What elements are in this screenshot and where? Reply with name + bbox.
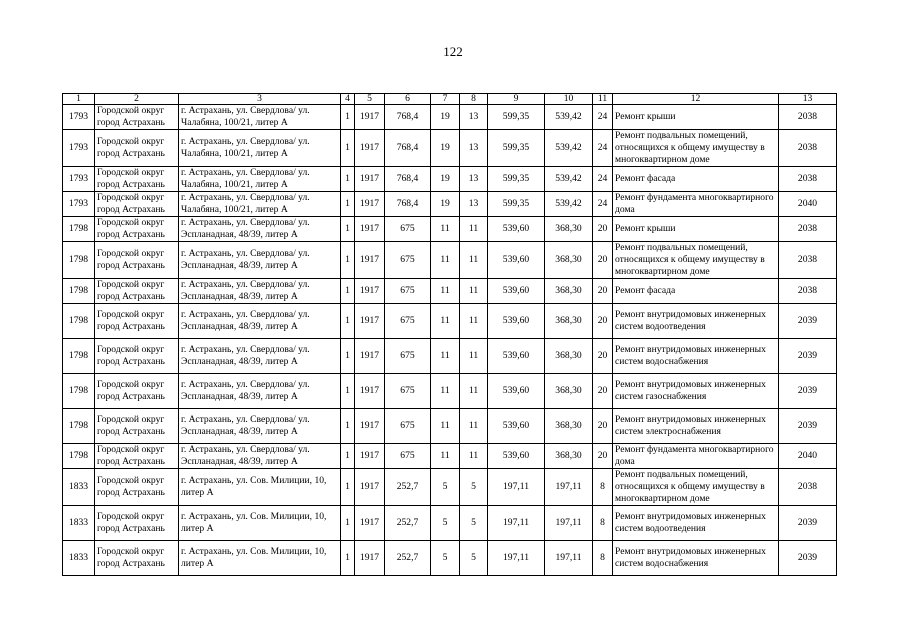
column-header-11: 11 (593, 94, 613, 105)
table-row (63, 468, 837, 505)
planned-year-cell: 2040 (779, 443, 837, 468)
work-type-cell: Ремонт внутридомовых инженерных систем водоотведения (613, 505, 779, 540)
table-body (63, 105, 837, 576)
living-area-cell: 197,11 (488, 468, 545, 505)
build-year-cell: 1917 (355, 130, 385, 167)
residents-cell: 20 (593, 303, 613, 338)
row-number-cell: 1798 (63, 373, 95, 408)
table-row (63, 443, 837, 468)
apartments-residential-cell: 11 (460, 443, 488, 468)
residential-area-cell: 197,11 (545, 505, 593, 540)
apartments-residential-cell: 5 (460, 505, 488, 540)
residential-area-cell: 368,30 (545, 443, 593, 468)
total-area-cell: 675 (385, 443, 431, 468)
planned-year-cell: 2038 (779, 105, 837, 130)
column-header-row (63, 94, 837, 105)
residents-cell: 20 (593, 278, 613, 303)
total-area-cell: 675 (385, 241, 431, 278)
apartments-total-cell: 11 (431, 338, 460, 373)
row-number-cell: 1833 (63, 540, 95, 575)
row-number-cell: 1798 (63, 303, 95, 338)
apartments-total-cell: 11 (431, 241, 460, 278)
row-number-cell: 1798 (63, 241, 95, 278)
residential-area-cell: 368,30 (545, 278, 593, 303)
address-cell: г. Астрахань, ул. Свердлова/ ул. Эспланадная, 48/39, литер А (179, 303, 341, 338)
table-row (63, 373, 837, 408)
column-header-1: 1 (63, 94, 95, 105)
address-cell: г. Астрахань, ул. Свердлова/ ул. Эспланадная, 48/39, литер А (179, 373, 341, 408)
municipality-cell: Городской округ город Астрахань (95, 373, 179, 408)
build-year-cell: 1917 (355, 408, 385, 443)
residential-area-cell: 368,30 (545, 338, 593, 373)
row-number-cell: 1793 (63, 105, 95, 130)
residential-area-cell: 368,30 (545, 241, 593, 278)
address-cell: г. Астрахань, ул. Свердлова/ ул. Чалабяна, 100/21, литер А (179, 105, 341, 130)
row-number-cell: 1793 (63, 130, 95, 167)
living-area-cell: 599,35 (488, 191, 545, 216)
building-count-cell: 1 (341, 373, 355, 408)
apartments-residential-cell: 13 (460, 130, 488, 167)
building-count-cell: 1 (341, 105, 355, 130)
work-type-cell: Ремонт крыши (613, 216, 779, 241)
apartments-residential-cell: 13 (460, 105, 488, 130)
table-row (63, 540, 837, 575)
residential-area-cell: 368,30 (545, 373, 593, 408)
column-header-8: 8 (460, 94, 488, 105)
planned-year-cell: 2039 (779, 505, 837, 540)
row-number-cell: 1798 (63, 216, 95, 241)
address-cell: г. Астрахань, ул. Сов. Милиции, 10, литер А (179, 468, 341, 505)
municipality-cell: Городской округ город Астрахань (95, 408, 179, 443)
apartments-total-cell: 11 (431, 303, 460, 338)
residents-cell: 20 (593, 216, 613, 241)
living-area-cell: 539,60 (488, 338, 545, 373)
residents-cell: 20 (593, 338, 613, 373)
residential-area-cell: 197,11 (545, 540, 593, 575)
row-number-cell: 1793 (63, 191, 95, 216)
building-count-cell: 1 (341, 278, 355, 303)
living-area-cell: 599,35 (488, 130, 545, 167)
column-header-6: 6 (385, 94, 431, 105)
build-year-cell: 1917 (355, 468, 385, 505)
address-cell: г. Астрахань, ул. Свердлова/ ул. Чалабяна, 100/21, литер А (179, 166, 341, 191)
work-type-cell: Ремонт внутридомовых инженерных систем электроснабжения (613, 408, 779, 443)
table-row (63, 505, 837, 540)
residential-area-cell: 539,42 (545, 105, 593, 130)
build-year-cell: 1917 (355, 373, 385, 408)
work-type-cell: Ремонт внутридомовых инженерных систем водоснабжения (613, 540, 779, 575)
row-number-cell: 1793 (63, 166, 95, 191)
work-type-cell: Ремонт фасада (613, 278, 779, 303)
column-header-5: 5 (355, 94, 385, 105)
living-area-cell: 539,60 (488, 443, 545, 468)
apartments-residential-cell: 11 (460, 408, 488, 443)
residents-cell: 8 (593, 505, 613, 540)
building-count-cell: 1 (341, 443, 355, 468)
apartments-residential-cell: 11 (460, 303, 488, 338)
row-number-cell: 1798 (63, 278, 95, 303)
total-area-cell: 252,7 (385, 540, 431, 575)
residents-cell: 20 (593, 241, 613, 278)
planned-year-cell: 2039 (779, 373, 837, 408)
table-row (63, 408, 837, 443)
living-area-cell: 539,60 (488, 303, 545, 338)
municipality-cell: Городской округ город Астрахань (95, 278, 179, 303)
building-count-cell: 1 (341, 408, 355, 443)
build-year-cell: 1917 (355, 191, 385, 216)
work-type-cell: Ремонт внутридомовых инженерных систем водоотведения (613, 303, 779, 338)
planned-year-cell: 2038 (779, 216, 837, 241)
total-area-cell: 675 (385, 338, 431, 373)
work-type-cell: Ремонт фундамента многоквартирного дома (613, 443, 779, 468)
planned-year-cell: 2038 (779, 468, 837, 505)
build-year-cell: 1917 (355, 540, 385, 575)
address-cell: г. Астрахань, ул. Свердлова/ ул. Эспланадная, 48/39, литер А (179, 408, 341, 443)
total-area-cell: 768,4 (385, 166, 431, 191)
build-year-cell: 1917 (355, 505, 385, 540)
residential-area-cell: 539,42 (545, 191, 593, 216)
municipality-cell: Городской округ город Астрахань (95, 505, 179, 540)
build-year-cell: 1917 (355, 166, 385, 191)
planned-year-cell: 2039 (779, 408, 837, 443)
municipality-cell: Городской округ город Астрахань (95, 443, 179, 468)
total-area-cell: 768,4 (385, 130, 431, 167)
apartments-total-cell: 5 (431, 468, 460, 505)
column-header-4: 4 (341, 94, 355, 105)
municipality-cell: Городской округ город Астрахань (95, 303, 179, 338)
table-row (63, 166, 837, 191)
table-row (63, 278, 837, 303)
residents-cell: 8 (593, 468, 613, 505)
table-row (63, 303, 837, 338)
planned-year-cell: 2039 (779, 303, 837, 338)
residents-cell: 24 (593, 191, 613, 216)
residential-area-cell: 368,30 (545, 216, 593, 241)
address-cell: г. Астрахань, ул. Сов. Милиции, 10, литер А (179, 505, 341, 540)
municipality-cell: Городской округ город Астрахань (95, 191, 179, 216)
living-area-cell: 197,11 (488, 540, 545, 575)
total-area-cell: 675 (385, 216, 431, 241)
residential-area-cell: 368,30 (545, 408, 593, 443)
build-year-cell: 1917 (355, 278, 385, 303)
work-type-cell: Ремонт подвальных помещений, относящихся к общему имуществу в многоквартирном доме (613, 130, 779, 167)
living-area-cell: 539,60 (488, 408, 545, 443)
column-header-13: 13 (779, 94, 837, 105)
work-type-cell: Ремонт фасада (613, 166, 779, 191)
living-area-cell: 539,60 (488, 241, 545, 278)
address-cell: г. Астрахань, ул. Свердлова/ ул. Эспланадная, 48/39, литер А (179, 278, 341, 303)
apartments-total-cell: 5 (431, 540, 460, 575)
apartments-total-cell: 11 (431, 278, 460, 303)
apartments-residential-cell: 11 (460, 373, 488, 408)
apartments-residential-cell: 11 (460, 241, 488, 278)
address-cell: г. Астрахань, ул. Свердлова/ ул. Эспланадная, 48/39, литер А (179, 443, 341, 468)
building-count-cell: 1 (341, 540, 355, 575)
residents-cell: 8 (593, 540, 613, 575)
residents-cell: 24 (593, 166, 613, 191)
build-year-cell: 1917 (355, 443, 385, 468)
apartments-residential-cell: 5 (460, 540, 488, 575)
planned-year-cell: 2040 (779, 191, 837, 216)
column-header-10: 10 (545, 94, 593, 105)
residential-area-cell: 539,42 (545, 130, 593, 167)
living-area-cell: 599,35 (488, 166, 545, 191)
municipality-cell: Городской округ город Астрахань (95, 216, 179, 241)
build-year-cell: 1917 (355, 241, 385, 278)
municipality-cell: Городской округ город Астрахань (95, 540, 179, 575)
address-cell: г. Астрахань, ул. Свердлова/ ул. Эспланадная, 48/39, литер А (179, 241, 341, 278)
building-count-cell: 1 (341, 130, 355, 167)
building-count-cell: 1 (341, 191, 355, 216)
address-cell: г. Астрахань, ул. Свердлова/ ул. Чалабяна, 100/21, литер А (179, 191, 341, 216)
apartments-residential-cell: 13 (460, 191, 488, 216)
apartments-residential-cell: 11 (460, 216, 488, 241)
work-type-cell: Ремонт фундамента многоквартирного дома (613, 191, 779, 216)
living-area-cell: 539,60 (488, 373, 545, 408)
apartments-total-cell: 19 (431, 166, 460, 191)
municipality-cell: Городской округ город Астрахань (95, 166, 179, 191)
work-type-cell: Ремонт внутридомовых инженерных систем газоснабжения (613, 373, 779, 408)
planned-year-cell: 2038 (779, 166, 837, 191)
building-count-cell: 1 (341, 303, 355, 338)
apartments-total-cell: 11 (431, 443, 460, 468)
building-count-cell: 1 (341, 468, 355, 505)
apartments-total-cell: 11 (431, 216, 460, 241)
row-number-cell: 1798 (63, 408, 95, 443)
living-area-cell: 197,11 (488, 505, 545, 540)
row-number-cell: 1798 (63, 338, 95, 373)
repair-schedule-table (62, 93, 837, 576)
municipality-cell: Городской округ город Астрахань (95, 105, 179, 130)
living-area-cell: 539,60 (488, 278, 545, 303)
total-area-cell: 768,4 (385, 105, 431, 130)
total-area-cell: 675 (385, 373, 431, 408)
total-area-cell: 252,7 (385, 468, 431, 505)
row-number-cell: 1798 (63, 443, 95, 468)
column-header-2: 2 (95, 94, 179, 105)
work-type-cell: Ремонт крыши (613, 105, 779, 130)
residents-cell: 24 (593, 105, 613, 130)
column-header-3: 3 (179, 94, 341, 105)
living-area-cell: 599,35 (488, 105, 545, 130)
municipality-cell: Городской округ город Астрахань (95, 241, 179, 278)
table-row (63, 130, 837, 167)
residents-cell: 20 (593, 443, 613, 468)
apartments-total-cell: 19 (431, 130, 460, 167)
residents-cell: 20 (593, 373, 613, 408)
municipality-cell: Городской округ город Астрахань (95, 468, 179, 505)
address-cell: г. Астрахань, ул. Свердлова/ ул. Эспланадная, 48/39, литер А (179, 216, 341, 241)
build-year-cell: 1917 (355, 105, 385, 130)
table-row (63, 105, 837, 130)
address-cell: г. Астрахань, ул. Сов. Милиции, 10, литер А (179, 540, 341, 575)
total-area-cell: 675 (385, 303, 431, 338)
apartments-total-cell: 19 (431, 191, 460, 216)
planned-year-cell: 2039 (779, 540, 837, 575)
building-count-cell: 1 (341, 338, 355, 373)
municipality-cell: Городской округ город Астрахань (95, 130, 179, 167)
total-area-cell: 675 (385, 278, 431, 303)
apartments-residential-cell: 5 (460, 468, 488, 505)
total-area-cell: 252,7 (385, 505, 431, 540)
apartments-residential-cell: 13 (460, 166, 488, 191)
build-year-cell: 1917 (355, 216, 385, 241)
work-type-cell: Ремонт внутридомовых инженерных систем водоснабжения (613, 338, 779, 373)
residents-cell: 24 (593, 130, 613, 167)
apartments-residential-cell: 11 (460, 278, 488, 303)
planned-year-cell: 2038 (779, 130, 837, 167)
work-type-cell: Ремонт подвальных помещений, относящихся к общему имуществу в многоквартирном доме (613, 241, 779, 278)
apartments-total-cell: 5 (431, 505, 460, 540)
row-number-cell: 1833 (63, 505, 95, 540)
planned-year-cell: 2038 (779, 241, 837, 278)
row-number-cell: 1833 (63, 468, 95, 505)
residents-cell: 20 (593, 408, 613, 443)
apartments-total-cell: 19 (431, 105, 460, 130)
column-header-12: 12 (613, 94, 779, 105)
build-year-cell: 1917 (355, 303, 385, 338)
table-row (63, 191, 837, 216)
total-area-cell: 768,4 (385, 191, 431, 216)
building-count-cell: 1 (341, 216, 355, 241)
address-cell: г. Астрахань, ул. Свердлова/ ул. Чалабяна, 100/21, литер А (179, 130, 341, 167)
build-year-cell: 1917 (355, 338, 385, 373)
planned-year-cell: 2039 (779, 338, 837, 373)
column-header-7: 7 (431, 94, 460, 105)
table-row (63, 338, 837, 373)
apartments-total-cell: 11 (431, 373, 460, 408)
page-number: 122 (443, 44, 463, 59)
table-row (63, 216, 837, 241)
living-area-cell: 539,60 (488, 216, 545, 241)
building-count-cell: 1 (341, 241, 355, 278)
municipality-cell: Городской округ город Астрахань (95, 338, 179, 373)
apartments-residential-cell: 11 (460, 338, 488, 373)
planned-year-cell: 2038 (779, 278, 837, 303)
work-type-cell: Ремонт подвальных помещений, относящихся к общему имуществу в многоквартирном доме (613, 468, 779, 505)
table-row (63, 241, 837, 278)
total-area-cell: 675 (385, 408, 431, 443)
residential-area-cell: 539,42 (545, 166, 593, 191)
apartments-total-cell: 11 (431, 408, 460, 443)
residential-area-cell: 368,30 (545, 303, 593, 338)
building-count-cell: 1 (341, 166, 355, 191)
column-header-9: 9 (488, 94, 545, 105)
address-cell: г. Астрахань, ул. Свердлова/ ул. Эспланадная, 48/39, литер А (179, 338, 341, 373)
building-count-cell: 1 (341, 505, 355, 540)
residential-area-cell: 197,11 (545, 468, 593, 505)
